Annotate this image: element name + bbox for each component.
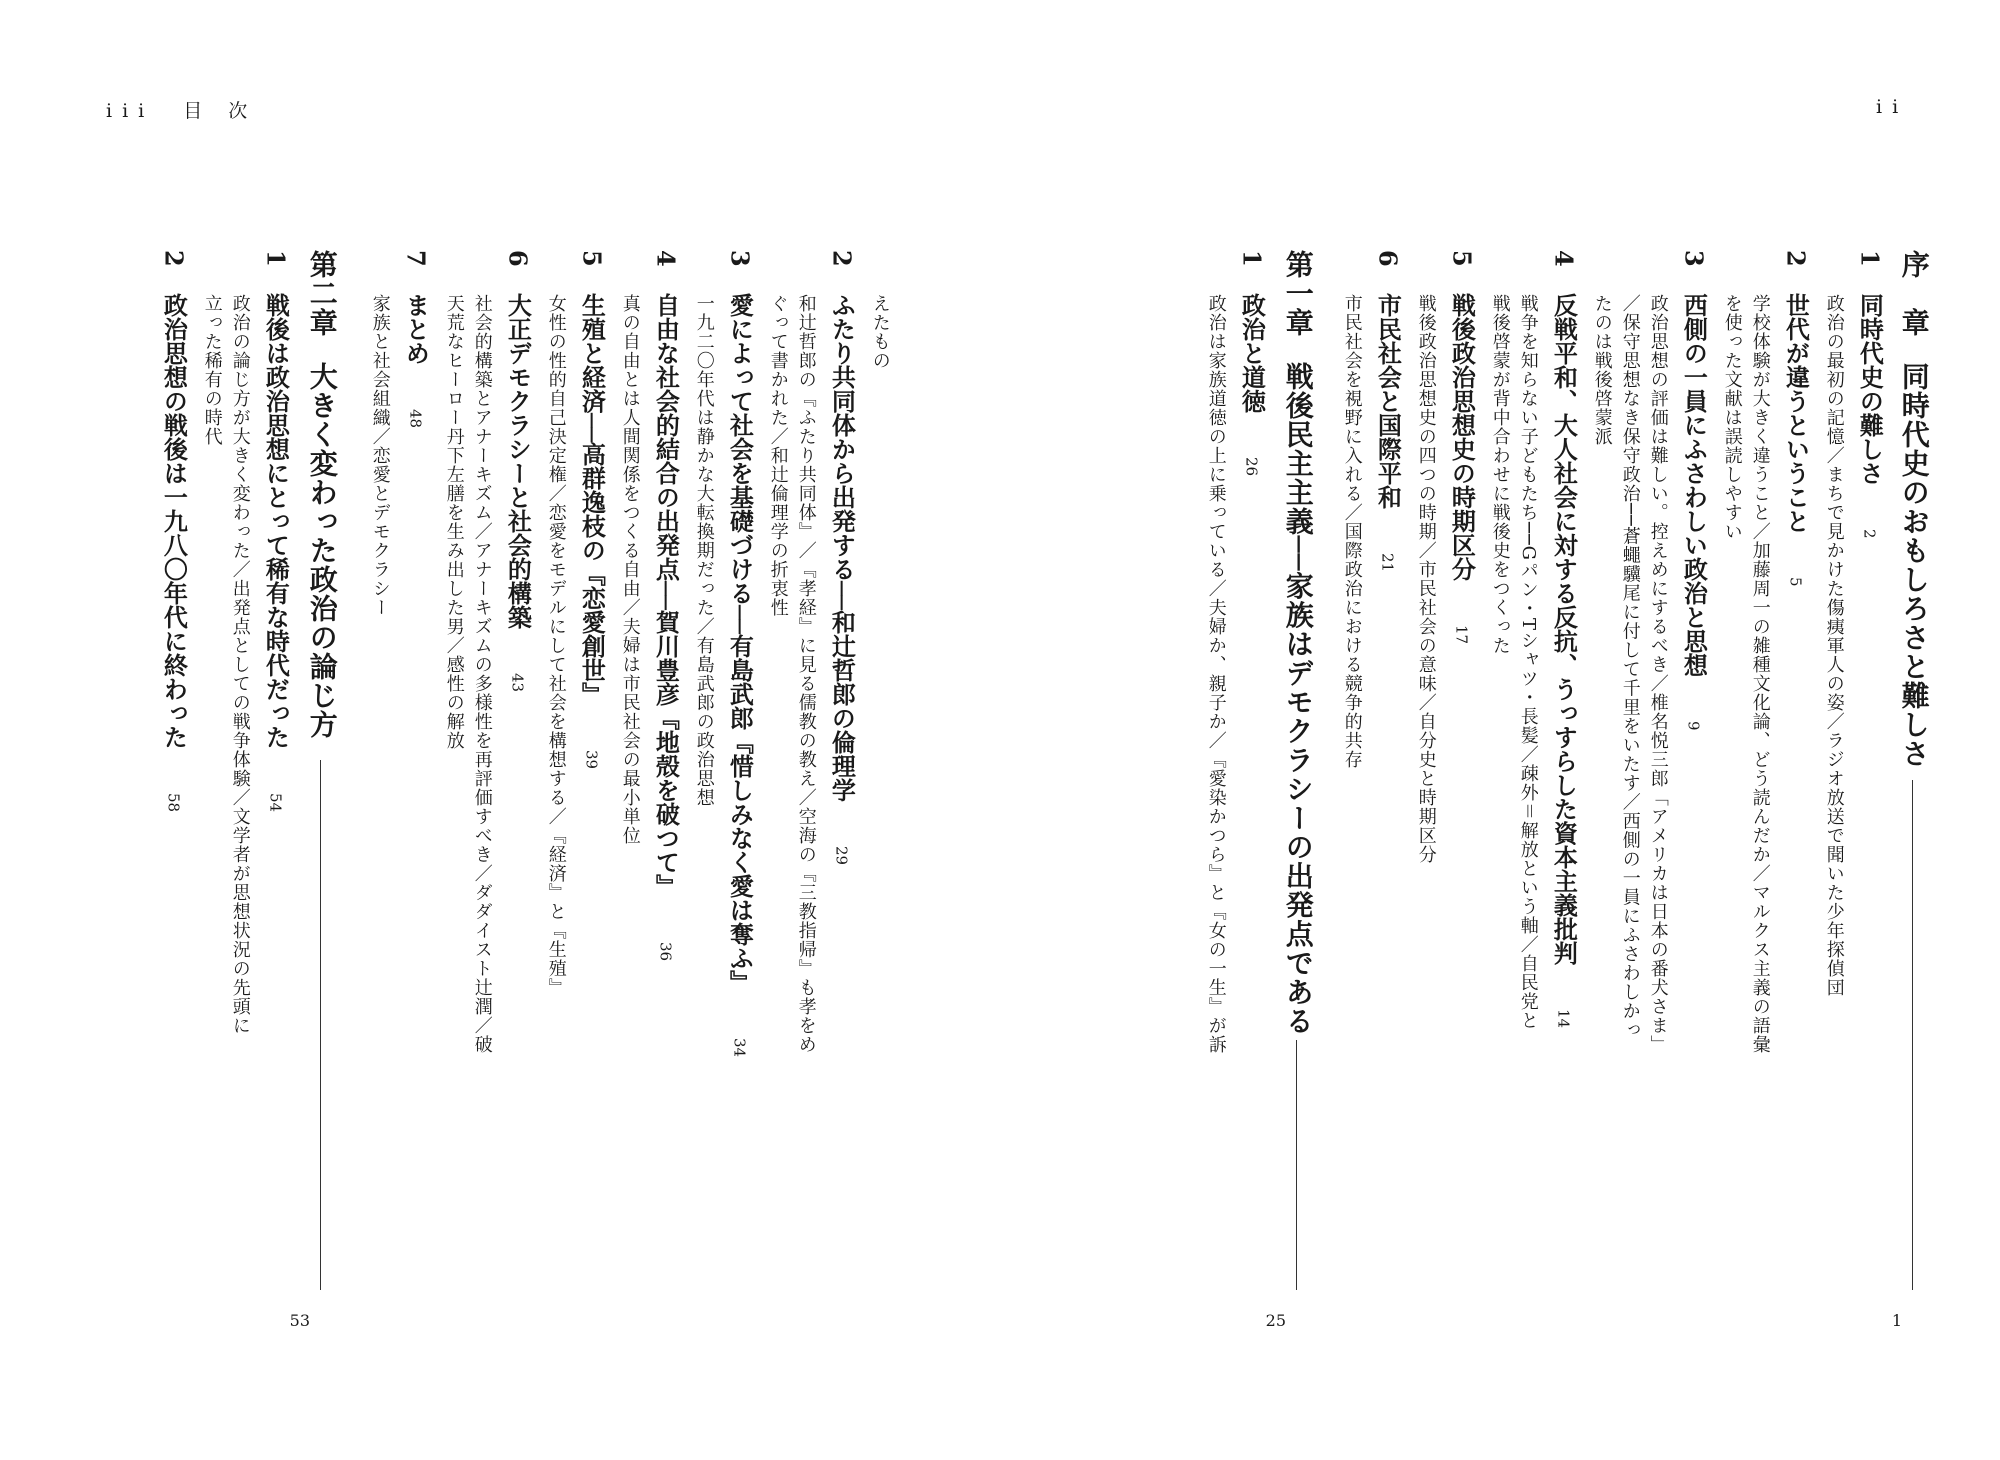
section-page-number: 34: [730, 1038, 749, 1058]
section-number: 2: [827, 250, 857, 267]
chapter-label: 第二章: [305, 250, 339, 337]
section-title: 愛によって社会を基礎づける──有島武郎『惜しみなく愛は奪ふ』: [725, 293, 755, 994]
section-page-number: 9: [1684, 721, 1703, 731]
section-number: 4: [651, 250, 681, 267]
chapter-label: 序 章: [1897, 250, 1931, 337]
section-page-number: 14: [1554, 1009, 1573, 1029]
section-summary: 政治の最初の記憶／まちで見かけた傷痍軍人の姿／ラジオ放送で聞いた少年探偵団: [1823, 294, 1845, 997]
toc-entry[interactable]: [1781, 250, 1811, 1330]
section-page-number: 48: [406, 409, 425, 429]
toc-entry[interactable]: [503, 250, 533, 1330]
toc-entry[interactable]: [725, 250, 755, 1330]
section-number: 3: [1679, 250, 1709, 267]
chapter-leader-line: [1296, 1040, 1297, 1290]
chapter-heading: [1898, 250, 1929, 1330]
section-title: 同時代史の難しさ: [1855, 293, 1885, 486]
section-summary: 学校体験が大きく違うこと／加藤周一の雑種文化論、どう読んだか／マルクス主義の語彙: [1749, 294, 1771, 1054]
section-number: 5: [1447, 250, 1477, 267]
section-number: 1: [1237, 250, 1267, 267]
section-number: 5: [577, 250, 607, 267]
section-title: 戦後政治思想史の時期区分: [1447, 293, 1477, 582]
section-title: ふたり共同体から出発する──和辻哲郎の倫理学: [827, 293, 857, 802]
section-summary: 女性の性的自己決定権／恋愛をモデルにして社会を構想する／『経済』と『生殖』: [545, 294, 567, 997]
section-summary: を使った文献は誤読しやすい: [1721, 294, 1743, 541]
section-number: 6: [1373, 250, 1403, 267]
chapter-page-number: 25: [1265, 1311, 1286, 1331]
section-summary: 真の自由とは人間関係をつくる自由／夫婦は市民社会の最小単位: [619, 294, 641, 845]
toc-entry[interactable]: [577, 250, 607, 1330]
section-number: 6: [503, 250, 533, 267]
section-summary: ぐって書かれた／和辻倫理学の折衷性: [767, 294, 789, 617]
section-summary: ／保守思想なき保守政治──蒼蠅驥尾に付して千里をいたす／西側の一員にふさわしかっ: [1619, 294, 1641, 1040]
section-number: 7: [401, 250, 431, 267]
chapter-leader-line: [320, 760, 321, 1290]
section-summary: 天荒なヒーロー丹下左膳を生み出した男／感性の解放: [443, 294, 465, 750]
chapter-page-number: 1: [1891, 1311, 1902, 1331]
section-page-number: 26: [1242, 457, 1261, 477]
section-number: 2: [159, 250, 189, 267]
section-title: 政治思想の戦後は一九八〇年代に終わった: [159, 293, 189, 750]
chapter-leader-line: [1912, 780, 1913, 1290]
toc-entry[interactable]: [261, 250, 291, 1330]
section-summary: 一九二〇年代は静かな大転換期だった／有島武郎の政治思想: [693, 294, 715, 807]
chapter-heading[interactable]: [1282, 250, 1313, 1330]
section-number: 3: [725, 250, 755, 267]
toc-entry[interactable]: [159, 250, 189, 1330]
section-page-number: 5: [1786, 577, 1805, 587]
section-summary: たのは戦後啓蒙派: [1591, 294, 1613, 446]
section-title: 大正デモクラシーと社会的構築: [503, 293, 533, 630]
section-summary: 戦後啓蒙が背中合わせに戦後史をつくった: [1489, 294, 1511, 655]
section-page-number: 39: [582, 750, 601, 770]
section-number: 4: [1549, 250, 1579, 267]
section-page-number: 36: [656, 942, 675, 962]
section-page-number: 17: [1452, 625, 1471, 645]
left-page-toc: [70, 250, 920, 1330]
section-summary: 戦争を知らない子どもたち──Gパン・Tシャツ・長髪／疎外＝解放という軸／自民党と: [1517, 294, 1539, 1031]
section-title: 自由な社会的結合の出発点──賀川豊彦『地殻を破つて』: [651, 293, 681, 898]
section-title: 反戦平和、大人社会に対する反抗、うっすらした資本主義批判: [1549, 293, 1579, 966]
toc-entry[interactable]: [1373, 250, 1403, 1330]
section-number: 1: [1855, 250, 1885, 267]
section-number: 2: [1781, 250, 1811, 267]
section-number: 1: [261, 250, 291, 267]
section-page-number: 21: [1378, 553, 1397, 573]
section-page-number: 58: [164, 793, 183, 813]
section-title: 政治と道徳: [1237, 293, 1267, 414]
toc-entry[interactable]: [401, 250, 431, 1330]
toc-entry[interactable]: [827, 250, 857, 1330]
chapter-label: 第一章: [1281, 250, 1315, 337]
toc-entry[interactable]: [1447, 250, 1477, 1330]
section-summary: 和辻哲郎の『ふたり共同体』／『孝経』に見る儒教の教え／空海の『三教指帰』も孝をめ: [795, 294, 817, 1054]
section-title: 世代が違うということ: [1781, 293, 1811, 534]
right-folio: ii: [1876, 96, 1909, 118]
chapter-page-number: 53: [289, 1311, 310, 1331]
section-page-number: 29: [832, 846, 851, 866]
section-summary: 政治思想の評価は難しい。控えめにするべき／椎名悦三郎「アメリカは日本の番犬さま」: [1647, 294, 1669, 1054]
section-page-number: 54: [266, 793, 285, 813]
section-title: まとめ: [401, 293, 431, 366]
section-summary: 社会的構築とアナーキズム／アナーキズムの多様性を再評価すべき／ダダイスト辻潤／破: [471, 294, 493, 1054]
chapter-heading[interactable]: [306, 250, 337, 1330]
section-title: 生殖と経済──高群逸枝の『恋愛創世』: [577, 293, 607, 706]
section-title: 戦後は政治思想にとって稀有な時代だった: [261, 293, 291, 750]
toc-entry[interactable]: [1549, 250, 1579, 1330]
section-summary: 政治は家族道徳の上に乗っている／夫婦か、親子か／『愛染かつら』と『女の一生』が訴: [1205, 294, 1227, 1054]
section-page-number: 2: [1860, 529, 1879, 539]
toc-entry[interactable]: [1855, 250, 1885, 1330]
toc-entry[interactable]: [1237, 250, 1267, 1330]
chapter-title: 戦後民主主義──家族はデモクラシーの出発点である: [1281, 361, 1315, 1036]
section-summary: 市民社会を視野に入れる／国際政治における競争的共存: [1341, 294, 1363, 769]
chapter-title: 大きく変わった政治の論じ方: [305, 361, 339, 739]
section-summary: 立った稀有の時代: [201, 294, 223, 446]
left-folio: iii 目 次: [106, 100, 258, 122]
section-summary: 家族と社会組織／恋愛とデモクラシー: [369, 294, 391, 617]
section-summary: 戦後政治思想史の四つの時期／市民社会の意味／自分史と時期区分: [1415, 294, 1437, 864]
chapter-title: 同時代史のおもしろさと難しさ: [1897, 361, 1931, 768]
section-title: 西側の一員にふさわしい政治と思想: [1679, 293, 1709, 678]
section-summary-continued: えたもの: [869, 294, 891, 370]
section-summary: 政治の論じ方が大きく変わった／出発点としての戦争体験／文学者が思想状況の先頭に: [229, 294, 251, 1035]
section-page-number: 43: [508, 673, 527, 693]
right-page-toc: [1060, 250, 1940, 1330]
section-title: 市民社会と国際平和: [1373, 293, 1403, 510]
toc-entry[interactable]: [1679, 250, 1709, 1330]
toc-entry[interactable]: [651, 250, 681, 1330]
